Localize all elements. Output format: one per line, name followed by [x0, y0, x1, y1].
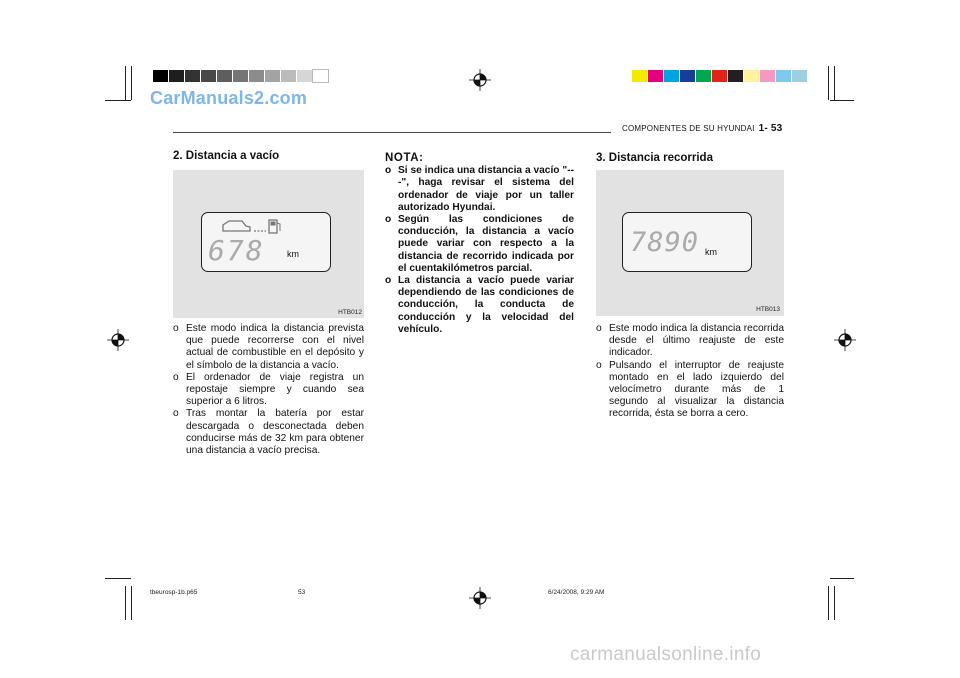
- calibration-swatch: [233, 70, 248, 82]
- figure-distance-travelled: [596, 170, 784, 316]
- calibration-swatch: [712, 70, 727, 82]
- calibration-swatch: [760, 70, 775, 82]
- watermark-bottom[interactable]: carmanualsonline.info: [570, 644, 762, 665]
- footer-page: 53: [298, 589, 306, 596]
- note-block: [385, 152, 574, 336]
- calibration-swatch: [776, 70, 791, 82]
- note-title: NOTA:: [385, 152, 424, 164]
- calibration-swatch: [249, 70, 264, 82]
- section-title-distance-to-empty: 2. Distancia a vacío: [173, 150, 280, 162]
- figure-code: HTB013: [756, 306, 780, 313]
- calibration-swatch: [313, 70, 328, 82]
- footer-file: tbeurosp-1b.p65: [150, 589, 198, 596]
- registration-mark-icon: [834, 329, 856, 351]
- list-item: o Si se indica una distancia a vacío "---", haga revisar el sistema del ordenador de viaje por un taller autorizado Hyundai.: [385, 165, 574, 213]
- figure-distance-to-empty: [173, 170, 364, 318]
- list-item: o El ordenador de viaje registra un repostaje siempre y cuando sea superior a 6 litros.: [173, 371, 364, 408]
- lcd-digits: 7890: [630, 227, 700, 258]
- header-section: COMPONENTES DE SU HYUNDAI: [622, 124, 755, 133]
- right-body: [596, 323, 784, 421]
- calibration-swatch: [632, 70, 647, 82]
- list-item: o La distancia a vacío puede variar dependiendo de las condiciones de conducción, la conducta de conducción y la velocidad del vehículo.: [385, 275, 574, 335]
- calibration-swatch: [169, 70, 184, 82]
- registration-mark-icon: [107, 329, 129, 351]
- calibration-swatch: [281, 70, 296, 82]
- calibration-swatch: [201, 70, 216, 82]
- watermark-top[interactable]: CarManuals2.com: [150, 88, 308, 108]
- registration-mark-icon: [469, 587, 491, 609]
- calibration-swatch: [744, 70, 759, 82]
- lcd-display: [622, 212, 752, 272]
- list-item: o Tras montar la batería por estar descargada o desconectada deben conducirse más de 32 km para obtener una distancia a vacío precisa.: [173, 408, 364, 457]
- calibration-swatch: [664, 70, 679, 82]
- footer-date: 6/24/2008, 9:29 AM: [548, 589, 605, 596]
- list-item: o Este modo indica la distancia recorrida desde el último reajuste de este indicador.: [596, 323, 784, 359]
- calibration-swatch: [217, 70, 232, 82]
- section-title-distance-travelled: 3. Distancia recorrida: [596, 152, 713, 164]
- calibration-swatch: [153, 70, 168, 82]
- lcd-display: [201, 212, 331, 272]
- left-body: [173, 323, 364, 457]
- registration-mark-icon: [469, 69, 491, 91]
- calibration-swatch: [728, 70, 743, 82]
- lcd-unit: km: [705, 247, 717, 257]
- calibration-swatch: [696, 70, 711, 82]
- calibration-swatch: [792, 70, 807, 82]
- calibration-swatch: [265, 70, 280, 82]
- calibration-swatch: [297, 70, 312, 82]
- calibration-swatch: [680, 70, 695, 82]
- page-header: [622, 123, 782, 134]
- list-item: o Según las condiciones de conducción, la distancia a vacío puede variar con respecto a la distancia de recorrido indicada por el cuentakilómetros parcial.: [385, 214, 574, 274]
- list-item: o Pulsando el interruptor de reajuste montado en el lado izquierdo del velocímetro durante más de 1 segundo al visualizar la distancia recorrida, ésta se borra a cero.: [596, 359, 784, 420]
- list-item: o Este modo indica la distancia prevista que puede recorrerse con el nivel actual de combustible en el depósito y el símbolo de la distancia a vacío.: [173, 323, 364, 371]
- page-number: 1- 53: [758, 123, 783, 134]
- lcd-digits: 678: [208, 234, 265, 267]
- calibration-swatch: [185, 70, 200, 82]
- calibration-swatch: [648, 70, 663, 82]
- header-rule: [173, 132, 611, 133]
- figure-code: HTB012: [338, 309, 362, 316]
- lcd-unit: km: [287, 249, 299, 259]
